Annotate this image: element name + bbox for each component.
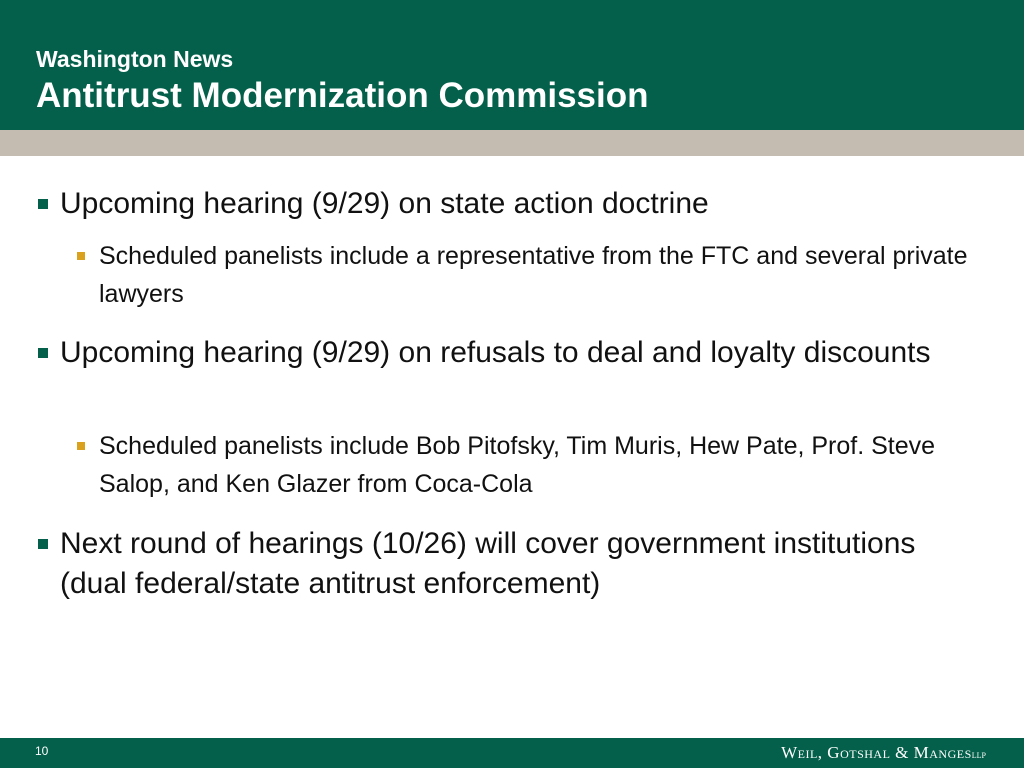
firm-logo-name: Weil, Gotshal & Manges <box>781 743 972 762</box>
firm-logo <box>781 743 986 763</box>
bullet-item: Upcoming hearing (9/29) on refusals to deal and loyalty discounts <box>60 336 931 369</box>
bullet-marker-square <box>38 539 48 549</box>
bullet-item: Upcoming hearing (9/29) on state action doctrine <box>60 187 709 220</box>
slide-header <box>0 0 1024 130</box>
header-divider-band <box>0 130 1024 156</box>
bullet-marker-square <box>38 348 48 358</box>
sub-bullet-marker-square <box>77 252 85 260</box>
sub-bullet-marker-square <box>77 442 85 450</box>
slide-title: Antitrust Modernization Commission <box>36 76 649 115</box>
slide-footer <box>0 738 1024 768</box>
sub-bullet-item: Scheduled panelists include Bob Pitofsky, Tim Muris, Hew Pate, Prof. Steve Salop, and Ken Glazer from Coca-Cola <box>99 432 936 498</box>
slide-kicker: Washington News <box>36 46 234 72</box>
page-number: 10 <box>35 744 49 758</box>
sub-bullet-item: Scheduled panelists include a representative from the FTC and several private lawyers <box>99 242 968 308</box>
bullet-marker-square <box>38 199 48 209</box>
firm-logo-suffix: LLP <box>971 751 986 760</box>
bullet-item: Next round of hearings (10/26) will cover government institutions (dual federal/state antitrust enforcement) <box>60 527 916 600</box>
